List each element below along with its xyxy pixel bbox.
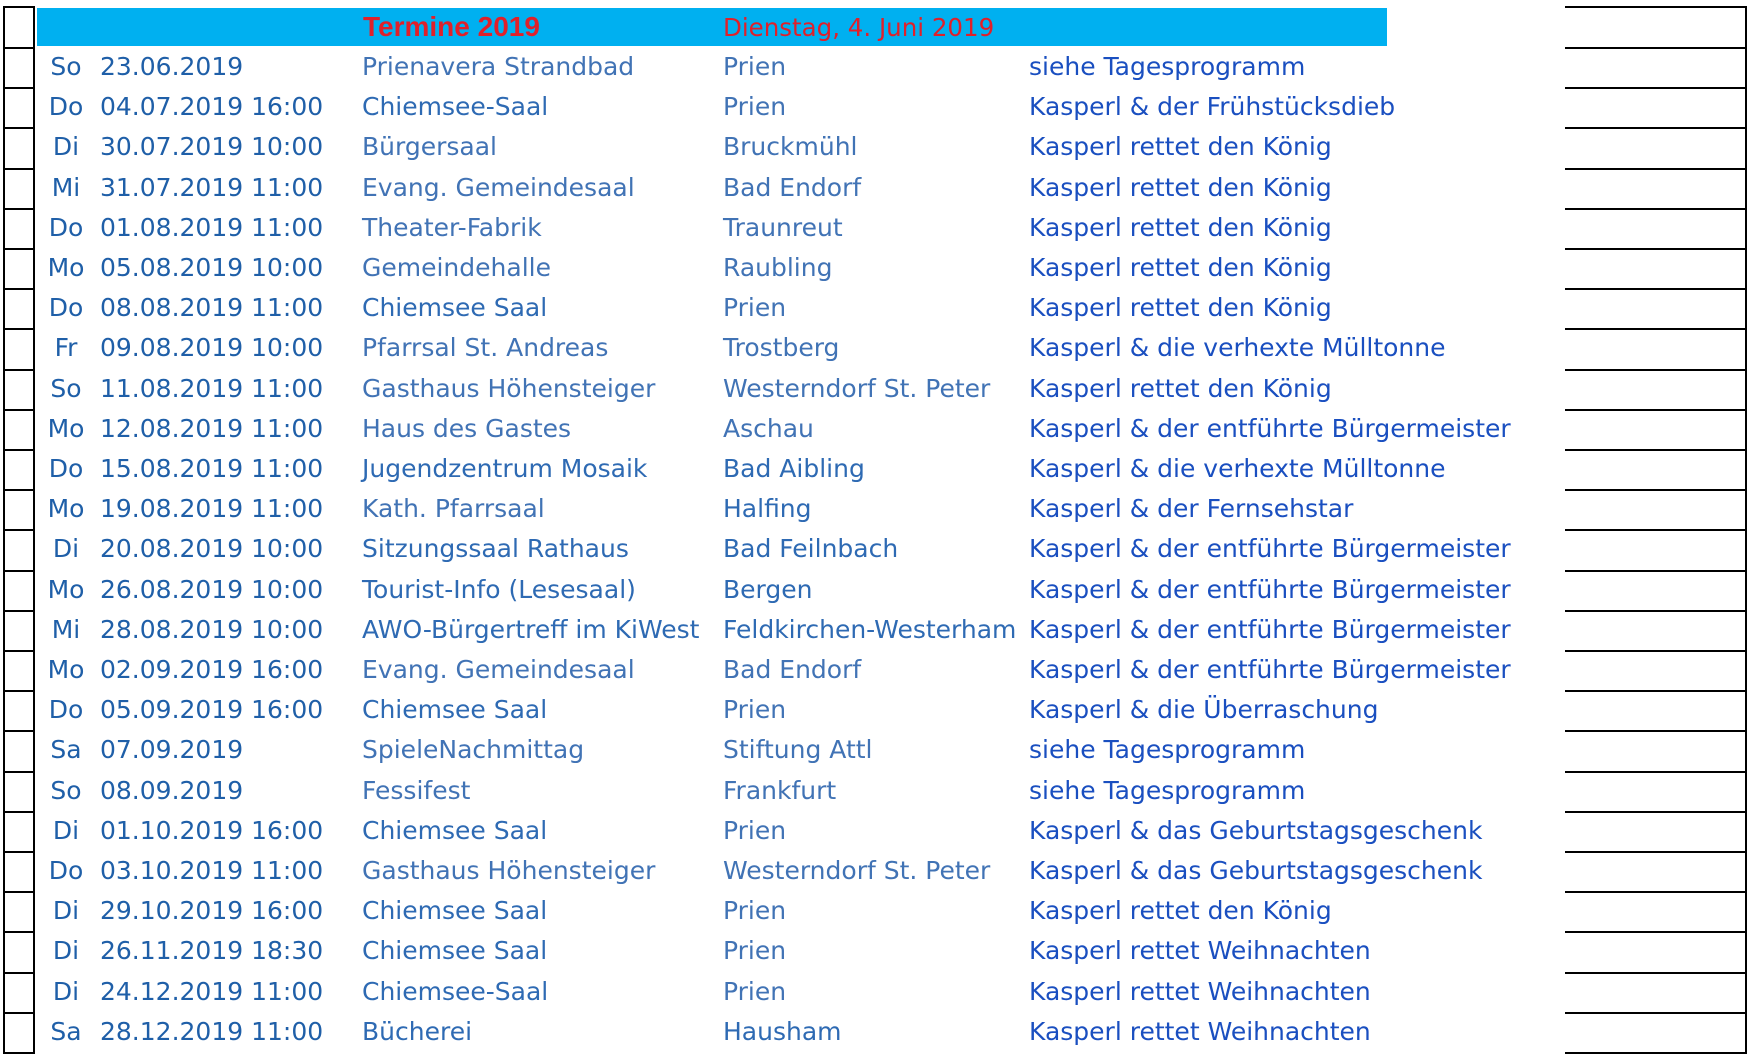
row-checkbox[interactable] — [3, 891, 35, 931]
date-time-cell: 05.08.2019 10:00 — [100, 253, 324, 282]
notes-line — [1565, 1012, 1747, 1014]
notes-line — [1565, 690, 1747, 692]
venue-cell: Pfarrsal St. Andreas — [362, 333, 609, 363]
row-checkbox[interactable] — [3, 529, 35, 569]
row-checkbox[interactable] — [3, 168, 35, 208]
table-row — [0, 730, 1747, 770]
venue-cell: Chiemsee-Saal — [362, 92, 549, 122]
weekday-cell: Di — [52, 936, 80, 966]
venue-cell: Chiemsee Saal — [362, 896, 548, 926]
date-time-cell: 26.11.2019 18:30 — [100, 936, 324, 966]
show-title-cell: Kasperl & der entführte Bürgermeister — [1029, 574, 1511, 604]
notes-line — [1565, 328, 1747, 330]
venue-cell: Chiemsee Saal — [362, 293, 548, 323]
row-checkbox[interactable] — [3, 409, 35, 449]
city-cell: Prien — [723, 92, 787, 122]
date-time-cell: 31.07.2019 11:00 — [100, 172, 324, 202]
venue-cell: Gemeindehalle — [362, 253, 551, 282]
table-row — [0, 489, 1747, 529]
show-title-cell: Kasperl rettet Weihnachten — [1029, 1016, 1371, 1046]
table-row — [0, 369, 1747, 409]
weekday-cell: Di — [52, 534, 80, 564]
venue-cell: Chiemsee-Saal — [362, 976, 549, 1006]
table-row — [0, 690, 1747, 730]
table-row — [0, 208, 1747, 248]
show-title-cell: Kasperl & der Fernsehstar — [1029, 494, 1354, 524]
city-cell: Hausham — [723, 1016, 842, 1046]
date-time-cell: 08.08.2019 11:00 — [100, 293, 324, 323]
table-row — [0, 168, 1747, 208]
weekday-cell: Mo — [47, 574, 85, 604]
show-title-cell: Kasperl & das Geburtstagsgeschenk — [1029, 856, 1483, 885]
weekday-cell: So — [50, 373, 82, 403]
table-row — [0, 328, 1747, 368]
weekday-cell: Do — [48, 212, 84, 242]
weekday-cell: Mi — [51, 172, 81, 202]
venue-cell: Haus des Gastes — [362, 413, 572, 443]
show-title-cell: Kasperl & der entführte Bürgermeister — [1029, 534, 1511, 564]
header-current-date: Dienstag, 4. Juni 2019 — [723, 13, 995, 42]
table-row — [0, 610, 1747, 650]
notes-line — [1565, 771, 1747, 773]
date-time-cell: 24.12.2019 11:00 — [100, 976, 324, 1006]
date-time-cell: 01.08.2019 11:00 — [100, 212, 324, 242]
notes-line — [1565, 931, 1747, 933]
city-cell: Traunreut — [723, 212, 843, 242]
weekday-cell: Mo — [47, 494, 85, 524]
date-time-cell: 15.08.2019 11:00 — [100, 454, 324, 483]
table-row — [0, 47, 1747, 87]
weekday-cell: Mo — [47, 253, 85, 282]
row-checkbox[interactable] — [3, 1012, 35, 1052]
table-row — [0, 851, 1747, 891]
table-row — [0, 931, 1747, 971]
table-row — [0, 972, 1747, 1012]
checkbox-column-bottom-border — [3, 1052, 35, 1054]
show-title-cell: Kasperl rettet den König — [1029, 172, 1332, 202]
weekday-cell: Do — [48, 695, 84, 725]
row-checkbox[interactable] — [3, 690, 35, 730]
date-time-cell: 01.10.2019 16:00 — [100, 815, 324, 845]
date-time-cell: 29.10.2019 16:00 — [100, 896, 324, 926]
weekday-cell: Sa — [50, 735, 82, 765]
table-row — [0, 248, 1747, 288]
city-cell: Westerndorf St. Peter — [723, 856, 991, 885]
notes-line — [1565, 851, 1747, 853]
city-cell: Bad Endorf — [723, 655, 862, 684]
show-title-cell: Kasperl & die verhexte Mülltonne — [1029, 454, 1446, 483]
date-time-cell: 04.07.2019 16:00 — [100, 92, 324, 122]
show-title-cell: Kasperl & der entführte Bürgermeister — [1029, 413, 1511, 443]
weekday-cell: Do — [48, 293, 84, 323]
date-time-cell: 20.08.2019 10:00 — [100, 534, 324, 564]
city-cell: Feldkirchen-Westerham — [723, 614, 1017, 644]
notes-line — [1565, 610, 1747, 612]
table-row — [0, 811, 1747, 851]
city-cell: Bruckmühl — [723, 132, 858, 162]
weekday-cell: Di — [52, 896, 80, 926]
table-row — [0, 650, 1747, 690]
notes-line — [1565, 248, 1747, 250]
venue-cell: AWO-Bürgertreff im KiWest — [362, 614, 700, 644]
weekday-cell: Do — [48, 454, 84, 483]
date-time-cell: 02.09.2019 16:00 — [100, 655, 324, 684]
notes-line — [1565, 87, 1747, 89]
date-time-cell: 30.07.2019 10:00 — [100, 132, 324, 162]
date-time-cell: 05.09.2019 16:00 — [100, 695, 324, 725]
table-row — [0, 1012, 1747, 1052]
show-title-cell: Kasperl rettet den König — [1029, 293, 1332, 323]
venue-cell: Gasthaus Höhensteiger — [362, 856, 656, 885]
venue-cell: Bürgersaal — [362, 132, 497, 162]
venue-cell: Chiemsee Saal — [362, 695, 548, 725]
weekday-cell: Do — [48, 92, 84, 122]
weekday-cell: So — [50, 52, 82, 81]
weekday-cell: Di — [52, 815, 80, 845]
show-title-cell: Kasperl & der entführte Bürgermeister — [1029, 655, 1511, 684]
row-checkbox[interactable] — [3, 570, 35, 610]
weekday-cell: Mo — [47, 413, 85, 443]
row-checkbox[interactable] — [3, 87, 35, 127]
row-checkbox[interactable] — [3, 328, 35, 368]
notes-line — [1565, 47, 1747, 49]
venue-cell: Theater-Fabrik — [362, 212, 542, 242]
city-cell: Prien — [723, 936, 787, 966]
date-time-cell: 07.09.2019 — [100, 735, 244, 765]
notes-line — [1565, 1052, 1747, 1054]
table-row — [0, 288, 1747, 328]
city-cell: Prien — [723, 815, 787, 845]
weekday-cell: Mo — [47, 655, 85, 684]
notes-line — [1565, 6, 1747, 8]
show-title-cell: siehe Tagesprogramm — [1029, 52, 1306, 81]
venue-cell: Bücherei — [362, 1016, 473, 1046]
row-checkbox[interactable] — [3, 931, 35, 971]
notes-line — [1565, 409, 1747, 411]
show-title-cell: Kasperl rettet den König — [1029, 132, 1332, 162]
show-title-cell: siehe Tagesprogramm — [1029, 735, 1306, 765]
city-cell: Stiftung Attl — [723, 735, 873, 765]
notes-line — [1565, 288, 1747, 290]
notes-line — [1565, 369, 1747, 371]
venue-cell: Chiemsee Saal — [362, 815, 548, 845]
notes-line — [1565, 570, 1747, 572]
row-checkbox[interactable] — [3, 851, 35, 891]
city-cell: Bergen — [723, 574, 813, 604]
city-cell: Bad Endorf — [723, 172, 862, 202]
show-title-cell: Kasperl & der Frühstücksdieb — [1029, 92, 1396, 122]
venue-cell: Kath. Pfarrsaal — [362, 494, 545, 524]
date-time-cell: 11.08.2019 11:00 — [100, 373, 324, 403]
row-checkbox[interactable] — [3, 730, 35, 770]
venue-cell: Chiemsee Saal — [362, 936, 548, 966]
venue-cell: Jugendzentrum Mosaik — [362, 454, 648, 483]
city-cell: Prien — [723, 695, 787, 725]
date-time-cell: 19.08.2019 11:00 — [100, 494, 324, 524]
venue-cell: Sitzungssaal Rathaus — [362, 534, 629, 564]
row-checkbox[interactable] — [3, 127, 35, 167]
row-checkbox[interactable] — [3, 610, 35, 650]
show-title-cell: Kasperl rettet Weihnachten — [1029, 976, 1371, 1006]
city-cell: Prien — [723, 896, 787, 926]
show-title-cell: Kasperl & die Überraschung — [1029, 695, 1379, 725]
city-cell: Raubling — [723, 253, 833, 282]
date-time-cell: 28.08.2019 10:00 — [100, 614, 324, 644]
notes-line — [1565, 168, 1747, 170]
notes-line — [1565, 811, 1747, 813]
show-title-cell: Kasperl & der entführte Bürgermeister — [1029, 614, 1511, 644]
venue-cell: Gasthaus Höhensteiger — [362, 373, 656, 403]
weekday-cell: So — [50, 775, 82, 805]
table-row — [0, 409, 1747, 449]
date-time-cell: 08.09.2019 — [100, 775, 244, 805]
show-title-cell: Kasperl rettet den König — [1029, 212, 1332, 242]
city-cell: Aschau — [723, 413, 814, 443]
row-checkbox[interactable] — [3, 811, 35, 851]
notes-line — [1565, 650, 1747, 652]
date-time-cell: 03.10.2019 11:00 — [100, 856, 324, 885]
row-checkbox[interactable] — [3, 449, 35, 489]
header-bar — [37, 8, 1387, 46]
table-row — [0, 449, 1747, 489]
city-cell: Frankfurt — [723, 775, 837, 805]
row-checkbox[interactable] — [3, 972, 35, 1012]
table-row — [0, 87, 1747, 127]
notes-line — [1565, 730, 1747, 732]
table-row — [0, 529, 1747, 569]
venue-cell: Prienavera Strandbad — [362, 52, 635, 81]
row-checkbox[interactable] — [3, 650, 35, 690]
row-checkbox[interactable] — [3, 47, 35, 87]
table-row — [0, 127, 1747, 167]
date-time-cell: 28.12.2019 11:00 — [100, 1016, 324, 1046]
notes-line — [1565, 208, 1747, 210]
header-title: Termine 2019 — [363, 11, 540, 42]
show-title-cell: siehe Tagesprogramm — [1029, 775, 1306, 805]
notes-line — [1565, 127, 1747, 129]
date-time-cell: 26.08.2019 10:00 — [100, 574, 324, 604]
city-cell: Halfing — [723, 494, 812, 524]
show-title-cell: Kasperl rettet Weihnachten — [1029, 936, 1371, 966]
weekday-cell: Do — [48, 856, 84, 885]
weekday-cell: Sa — [50, 1016, 82, 1046]
weekday-cell: Fr — [54, 333, 78, 363]
row-checkbox[interactable] — [3, 369, 35, 409]
city-cell: Prien — [723, 52, 787, 81]
notes-line — [1565, 489, 1747, 491]
table-row — [0, 570, 1747, 610]
row-checkbox[interactable] — [3, 248, 35, 288]
city-cell: Westerndorf St. Peter — [723, 373, 991, 403]
weekday-cell: Di — [52, 976, 80, 1006]
venue-cell: Tourist-Info (Lesesaal) — [362, 574, 636, 604]
city-cell: Bad Aibling — [723, 454, 865, 483]
city-cell: Prien — [723, 976, 787, 1006]
venue-cell: Fessifest — [362, 775, 471, 805]
row-checkbox[interactable] — [3, 288, 35, 328]
city-cell: Prien — [723, 293, 787, 323]
notes-line — [1565, 972, 1747, 974]
venue-cell: Evang. Gemeindesaal — [362, 655, 635, 684]
row-checkbox[interactable] — [3, 208, 35, 248]
city-cell: Trostberg — [723, 333, 840, 363]
show-title-cell: Kasperl & die verhexte Mülltonne — [1029, 333, 1446, 363]
date-time-cell: 23.06.2019 — [100, 52, 244, 81]
table-row — [0, 771, 1747, 811]
show-title-cell: Kasperl rettet den König — [1029, 373, 1332, 403]
venue-cell: SpieleNachmittag — [362, 735, 585, 765]
notes-line — [1565, 529, 1747, 531]
show-title-cell: Kasperl & das Geburtstagsgeschenk — [1029, 815, 1483, 845]
date-time-cell: 12.08.2019 11:00 — [100, 413, 324, 443]
header-checkbox-cell[interactable] — [3, 6, 35, 47]
row-checkbox[interactable] — [3, 489, 35, 529]
table-row — [0, 891, 1747, 931]
row-checkbox[interactable] — [3, 771, 35, 811]
notes-line — [1565, 891, 1747, 893]
city-cell: Bad Feilnbach — [723, 534, 899, 564]
date-time-cell: 09.08.2019 10:00 — [100, 333, 324, 363]
show-title-cell: Kasperl rettet den König — [1029, 896, 1332, 926]
venue-cell: Evang. Gemeindesaal — [362, 172, 635, 202]
show-title-cell: Kasperl rettet den König — [1029, 253, 1332, 282]
notes-line — [1565, 449, 1747, 451]
weekday-cell: Di — [52, 132, 80, 162]
weekday-cell: Mi — [51, 614, 81, 644]
